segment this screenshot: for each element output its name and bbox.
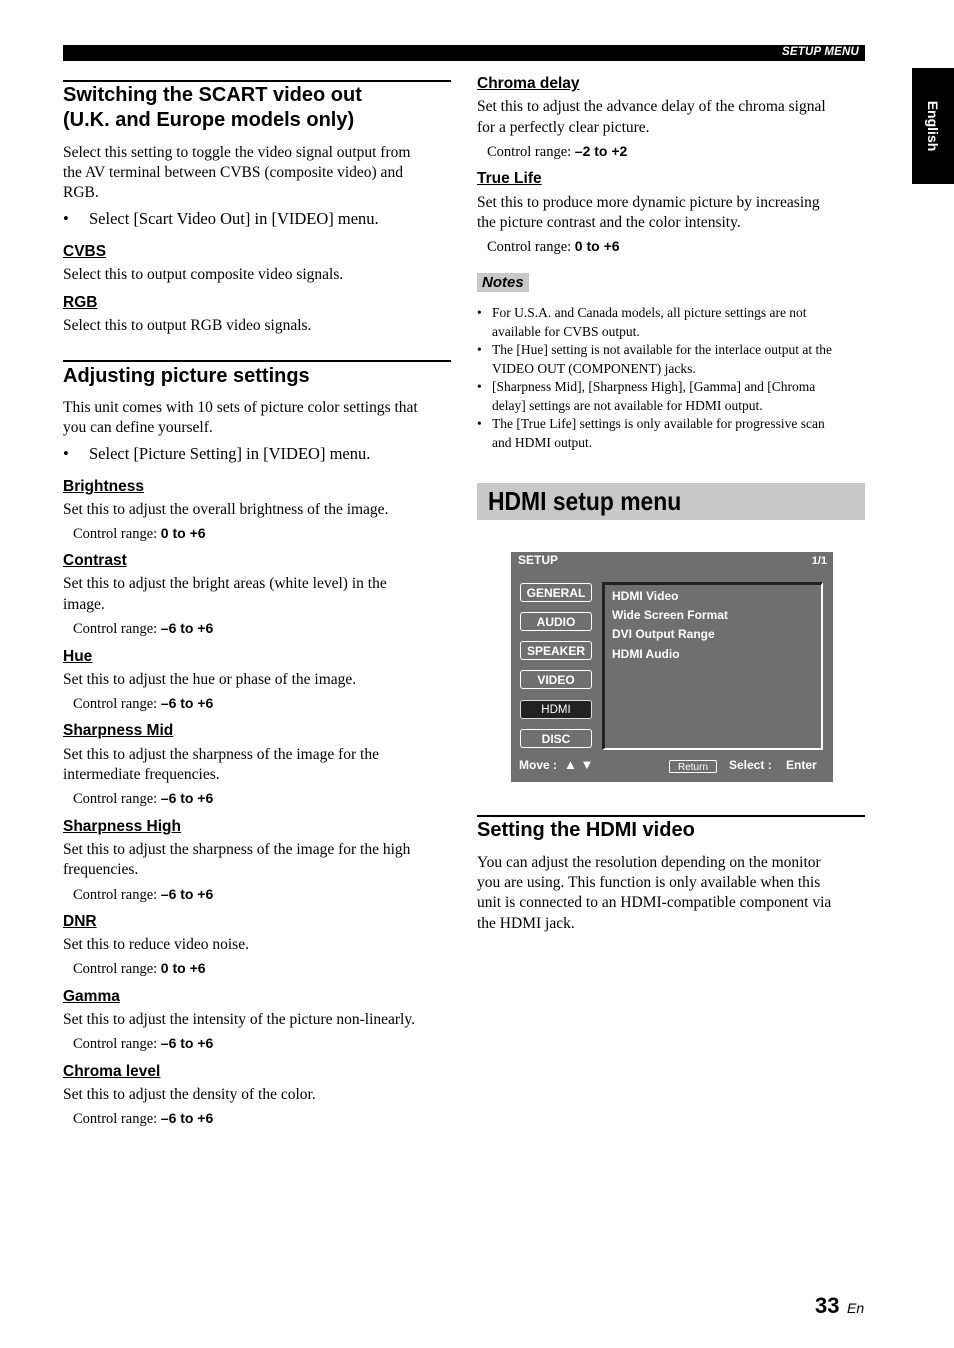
setup-menu-screen (511, 552, 833, 782)
scart-title-line2: (U.K. and Europe models only) (63, 109, 355, 131)
note-item: • The [Hue] setting is not available for the interlace output at the VIDEO OUT (COMPONENT) jacks. (477, 342, 833, 376)
osd-move-label: Move : (519, 758, 558, 772)
control-range-hue: Control range: –6 to +6 (73, 695, 214, 712)
scart-title-line1: Switching the SCART video out (63, 84, 362, 106)
control-range-brightness: Control range: 0 to +6 (73, 525, 206, 542)
setting-desc-sharpness-high-line2: frequencies. (63, 861, 139, 878)
osd-item-hdmi-video[interactable]: HDMI Video (612, 589, 679, 603)
picture-intro-line2: you can define yourself. (63, 419, 213, 436)
osd-tab-video[interactable]: VIDEO (520, 670, 592, 689)
page-language-suffix: En (847, 1300, 865, 1316)
setting-title-chroma-delay: Chroma delay (477, 75, 580, 92)
setting-title-brightness: Brightness (63, 478, 144, 495)
control-range-gamma: Control range: –6 to +6 (73, 1035, 214, 1052)
hdmi-video-title: Setting the HDMI video (477, 819, 695, 841)
setting-desc-chroma-delay-line1: Set this to adjust the advance delay of the chroma signal (477, 98, 826, 115)
notes-label: Notes (477, 273, 529, 292)
page-number: 33 (815, 1293, 840, 1318)
osd-tab-general[interactable]: GENERAL (520, 583, 592, 602)
setting-title-chroma-level: Chroma level (63, 1063, 161, 1080)
osd-tab-speaker[interactable]: SPEAKER (520, 641, 592, 660)
osd-return-button[interactable]: Return (669, 760, 717, 773)
osd-item-wide-screen-format[interactable]: Wide Screen Format (612, 608, 728, 622)
osd-select-label: Select : (729, 758, 772, 772)
setting-title-sharpness-mid: Sharpness Mid (63, 722, 174, 739)
setting-title-contrast: Contrast (63, 552, 127, 569)
section-divider (477, 815, 865, 817)
hdmi-setup-menu-title: HDMI setup menu (488, 486, 682, 516)
note-item: • For U.S.A. and Canada models, all picture settings are not available for CVBS output. (477, 305, 807, 339)
rgb-title: RGB (63, 294, 98, 311)
cvbs-title: CVBS (63, 243, 107, 260)
up-down-arrow-icon: ▲ ▼ (564, 757, 594, 772)
setting-desc-dnr: Set this to reduce video noise. (63, 936, 249, 953)
osd-enter-label: Enter (786, 758, 817, 772)
osd-tab-audio[interactable]: AUDIO (520, 612, 592, 631)
setting-desc-true-life-line2: the picture contrast and the color intensity. (477, 214, 741, 231)
setting-title-hue: Hue (63, 648, 93, 665)
control-range-contrast: Control range: –6 to +6 (73, 620, 214, 637)
section-divider (63, 360, 451, 362)
cvbs-text: Select this to output composite video signals. (63, 266, 344, 283)
osd-item-hdmi-audio[interactable]: HDMI Audio (612, 647, 680, 661)
control-range-dnr: Control range: 0 to +6 (73, 960, 206, 977)
header-bar (63, 45, 865, 61)
osd-page-indicator: 1/1 (811, 555, 827, 567)
note-item: • [Sharpness Mid], [Sharpness High], [Gamma] and [Chroma delay] settings are not available for HDMI output. (477, 379, 816, 413)
scart-intro-line3: RGB. (63, 184, 99, 201)
section-label: SETUP MENU (782, 46, 859, 58)
scart-bullet-text: Select [Scart Video Out] in [VIDEO] menu. (89, 209, 379, 228)
setting-desc-contrast-line1: Set this to adjust the bright areas (white level) in the (63, 575, 387, 592)
hdmi-video-text-line3: unit is connected to an HDMI-compatible component via (477, 894, 832, 911)
scart-intro-line2: the AV terminal between CVBS (composite video) and (63, 164, 403, 181)
setting-title-gamma: Gamma (63, 988, 120, 1005)
setting-title-true-life: True Life (477, 170, 542, 187)
osd-tab-disc[interactable]: DISC (520, 729, 592, 748)
picture-intro-line1: This unit comes with 10 sets of picture color settings that (63, 399, 418, 416)
setting-desc-sharpness-mid-line2: intermediate frequencies. (63, 766, 220, 783)
setting-desc-contrast-line2: image. (63, 596, 105, 613)
setting-desc-sharpness-mid-line1: Set this to adjust the sharpness of the image for the (63, 746, 379, 763)
picture-bullet: • Select [Picture Setting] in [VIDEO] menu. (63, 444, 371, 463)
control-range-sharpness-mid: Control range: –6 to +6 (73, 790, 214, 807)
osd-item-dvi-output-range[interactable]: DVI Output Range (612, 627, 715, 641)
hdmi-video-text-line4: the HDMI jack. (477, 915, 575, 932)
setting-desc-chroma-delay-line2: for a perfectly clear picture. (477, 119, 650, 136)
setting-desc-sharpness-high-line1: Set this to adjust the sharpness of the image for the high (63, 841, 411, 858)
setting-desc-true-life-line1: Set this to produce more dynamic picture by increasing (477, 194, 820, 211)
setting-title-dnr: DNR (63, 913, 97, 930)
control-range-true-life: Control range: 0 to +6 (487, 238, 620, 255)
rgb-text: Select this to output RGB video signals. (63, 317, 312, 334)
hdmi-video-text-line1: You can adjust the resolution depending on the monitor (477, 854, 821, 871)
setting-desc-hue: Set this to adjust the hue or phase of the image. (63, 671, 357, 688)
setting-title-sharpness-high: Sharpness High (63, 818, 181, 835)
scart-intro-line1: Select this setting to toggle the video signal output from (63, 144, 411, 161)
hdmi-video-text-line2: you are using. This function is only available when this (477, 874, 821, 891)
osd-tab-hdmi[interactable]: HDMI (520, 700, 592, 719)
osd-title: SETUP (518, 553, 559, 567)
setting-desc-chroma-level: Set this to adjust the density of the color. (63, 1086, 316, 1103)
picture-settings-title: Adjusting picture settings (63, 365, 310, 387)
hdmi-setup-menu-banner (477, 483, 865, 520)
language-tab (912, 68, 954, 184)
control-range-chroma-level: Control range: –6 to +6 (73, 1110, 214, 1127)
picture-bullet-text: Select [Picture Setting] in [VIDEO] menu. (89, 444, 371, 463)
note-item: • The [True Life] settings is only available for progressive scan and HDMI output. (477, 416, 825, 450)
scart-bullet: • Select [Scart Video Out] in [VIDEO] menu. (63, 209, 379, 228)
setting-desc-brightness: Set this to adjust the overall brightness of the image. (63, 501, 389, 518)
language-tab-label: English (925, 100, 941, 152)
control-range-sharpness-high: Control range: –6 to +6 (73, 886, 214, 903)
section-divider (63, 80, 451, 82)
setting-desc-gamma: Set this to adjust the intensity of the picture non-linearly. (63, 1011, 415, 1028)
control-range-chroma-delay: Control range: –2 to +2 (487, 143, 628, 160)
